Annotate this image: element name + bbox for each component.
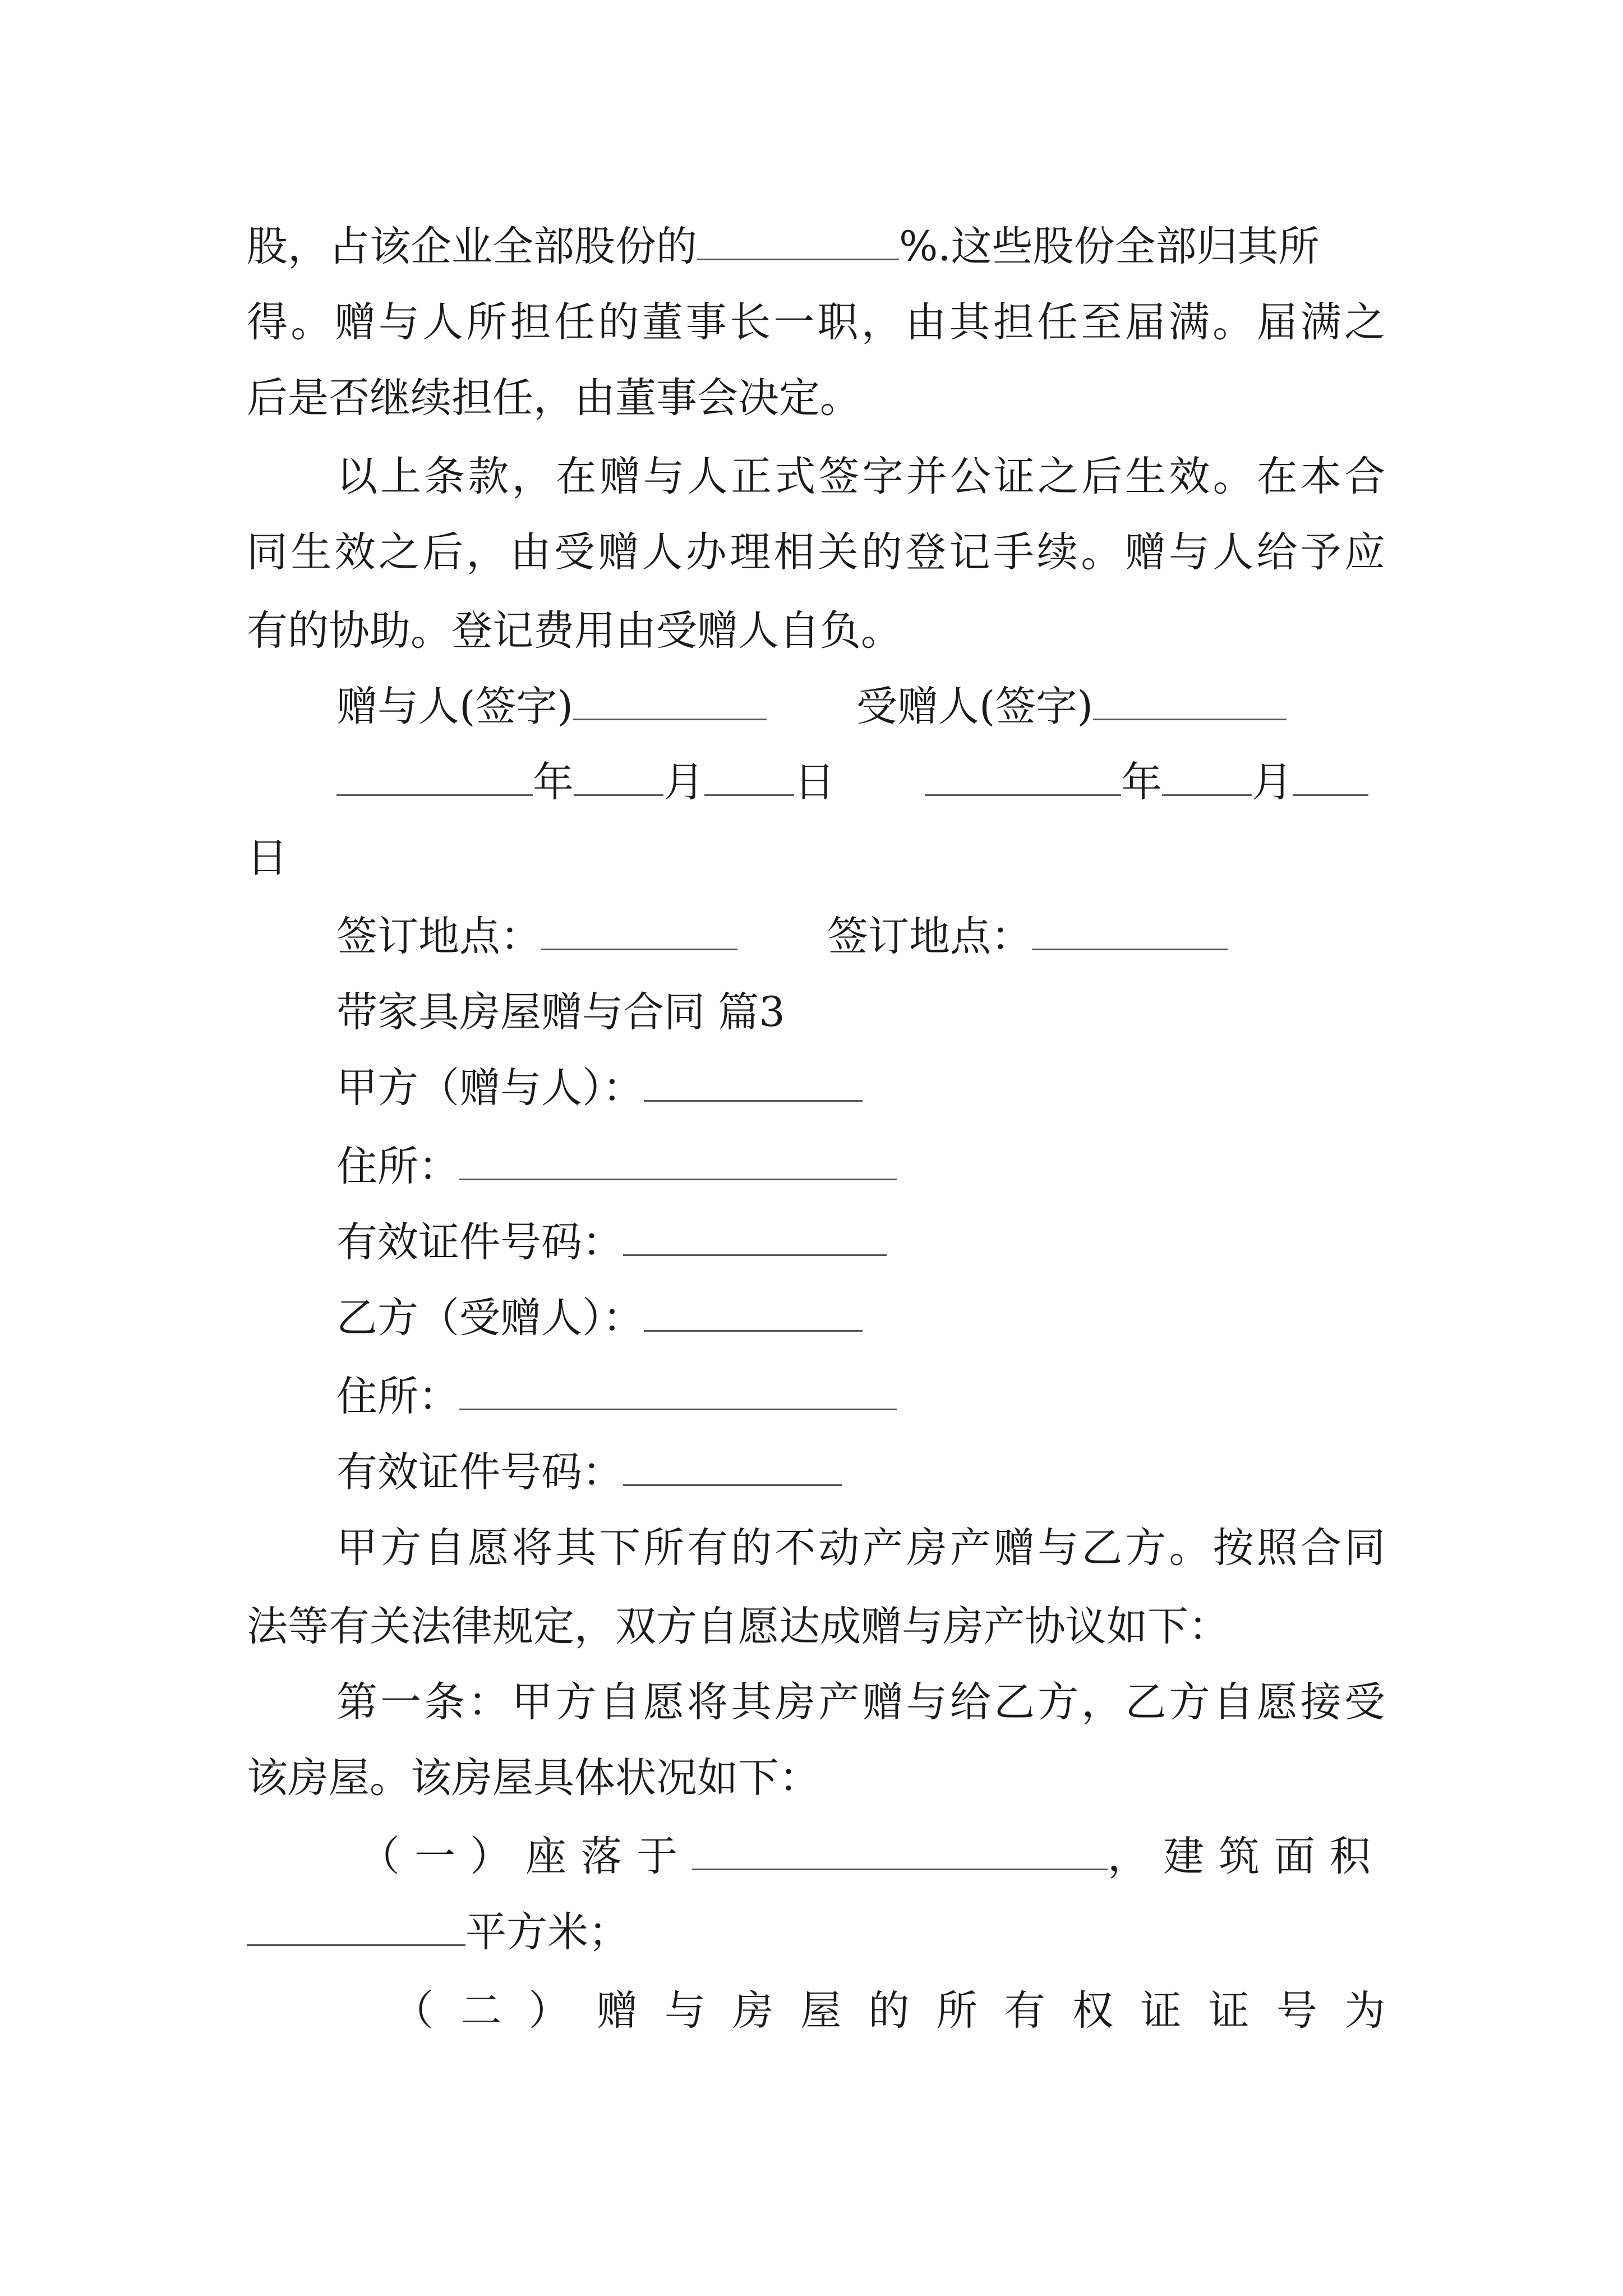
party-b-address-blank bbox=[459, 1375, 897, 1410]
item2-line-1: （二）赠与房屋的所有权证证号为 bbox=[393, 1987, 1385, 2035]
share-percent-blank bbox=[697, 225, 899, 260]
place-blank-2 bbox=[1032, 915, 1228, 950]
donee-year-label: 年 bbox=[1121, 758, 1162, 806]
item1-area-blank bbox=[247, 1911, 465, 1946]
party-b-blank bbox=[644, 1296, 863, 1332]
date-day-wrap: 日 bbox=[247, 834, 288, 882]
donor-year-label: 年 bbox=[533, 758, 574, 806]
p1-line-1 bbox=[247, 219, 1385, 275]
party-b-address-label: 住所： bbox=[336, 1373, 459, 1420]
party-a-id-label: 有效证件号码： bbox=[336, 1218, 623, 1266]
p3-line-1: 甲方自愿将其下所有的不动产房产赠与乙方。按照合同 bbox=[336, 1524, 1385, 1572]
item1-text-c: 平方米； bbox=[465, 1908, 629, 1956]
donor-year-blank bbox=[336, 761, 533, 796]
donee-day-blank bbox=[1293, 761, 1368, 796]
item1-text-a: （一）座落于 bbox=[359, 1833, 692, 1880]
donee-month-label: 月 bbox=[1252, 758, 1293, 806]
p1-line-2: 得。赠与人所担任的董事长一职，由其担任至届满。届满之 bbox=[247, 298, 1385, 346]
donee-month-blank bbox=[1162, 761, 1252, 796]
donor-day-blank bbox=[704, 761, 794, 796]
party-b-label: 乙方（受赠人）： bbox=[336, 1294, 644, 1342]
party-a-id-line bbox=[336, 1214, 1385, 1271]
place-blank-1 bbox=[541, 915, 737, 950]
signature-line bbox=[336, 679, 1385, 735]
party-a-line bbox=[336, 1060, 1385, 1116]
item1-text-b: ，建筑面积 bbox=[1108, 1833, 1385, 1880]
p3-line-2: 法等有关法律规定，双方自愿达成赠与房产协议如下： bbox=[247, 1603, 1229, 1650]
p2-line-1: 以上条款，在赠与人正式签字并公证之后生效。在本合 bbox=[336, 453, 1385, 500]
donee-year-blank bbox=[925, 761, 1121, 796]
art1-line-2: 该房屋。该房屋具体状况如下： bbox=[247, 1754, 820, 1802]
party-b-id-blank bbox=[623, 1451, 842, 1486]
party-a-address-label: 住所： bbox=[336, 1143, 459, 1190]
item1-line-1 bbox=[359, 1829, 1385, 1885]
p1-text-a: 股，占该企业全部股份的 bbox=[247, 223, 697, 270]
place-line bbox=[336, 909, 1385, 965]
p1-line-3: 后是否继续担任，由董事会决定。 bbox=[247, 374, 861, 422]
party-b-id-line bbox=[336, 1444, 1385, 1501]
item1-location-blank bbox=[692, 1835, 1108, 1870]
donor-month-blank bbox=[574, 761, 663, 796]
p1-text-b: %.这些股份全部归其所 bbox=[899, 223, 1320, 270]
donor-day-label: 日 bbox=[794, 758, 835, 806]
party-a-label: 甲方（赠与人）： bbox=[336, 1064, 644, 1112]
donee-signature-label: 受赠人(签字) bbox=[856, 683, 1093, 730]
p2-line-3: 有的协助。登记费用由受赠人自负。 bbox=[247, 607, 902, 655]
party-a-address-line bbox=[336, 1139, 1385, 1195]
party-a-address-blank bbox=[459, 1145, 897, 1180]
party-a-id-blank bbox=[623, 1221, 887, 1256]
p2-line-2: 同生效之后，由受赠人办理相关的登记手续。赠与人给予应 bbox=[247, 528, 1385, 576]
donor-signature-label: 赠与人(签字) bbox=[336, 683, 573, 730]
party-b-address-line bbox=[336, 1369, 1385, 1425]
section-heading: 带家具房屋赠与合同 篇3 bbox=[336, 988, 785, 1036]
date-line bbox=[336, 754, 1385, 811]
item1-line-2 bbox=[247, 1904, 1385, 1961]
party-b-id-label: 有效证件号码： bbox=[336, 1448, 623, 1496]
art1-line-1: 第一条：甲方自愿将其房产赠与给乙方，乙方自愿接受 bbox=[336, 1678, 1385, 1726]
party-b-line bbox=[336, 1290, 1385, 1346]
place-label-2: 签订地点： bbox=[827, 913, 1032, 960]
party-a-blank bbox=[644, 1066, 863, 1102]
place-label-1: 签订地点： bbox=[336, 913, 541, 960]
donor-month-label: 月 bbox=[663, 758, 704, 806]
donee-signature-blank bbox=[1093, 685, 1287, 720]
donor-signature-blank bbox=[573, 685, 767, 720]
